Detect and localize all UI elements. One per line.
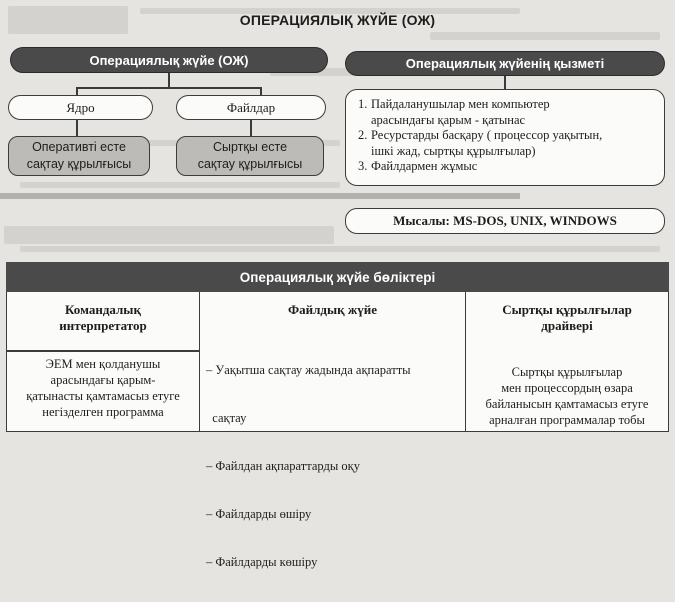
filesystem-list <box>206 330 461 602</box>
list-item: сақтау <box>206 411 247 425</box>
background-band <box>0 193 520 199</box>
kernel-node: Ядро <box>8 95 153 120</box>
background-smudge <box>430 32 660 40</box>
heading-line: Сыртқы құрылғылар <box>502 302 632 317</box>
interpreter-description <box>7 356 199 420</box>
service-text: Пайдаланушылар мен компьютер <box>371 97 550 111</box>
heading-line: Командалық <box>65 302 141 317</box>
service-text: Ресурстарды басқару ( процессор уақытын, <box>371 128 603 142</box>
description-line: мен процессордың өзара <box>501 381 633 395</box>
os-pill: Операциялық жүйе (ОЖ) <box>10 47 328 73</box>
description-line: байланысын қамтамасыз етуге <box>485 397 649 411</box>
interpreter-heading <box>7 302 199 334</box>
heading-line: интерпретатор <box>59 318 147 333</box>
parts-header: Операциялық жүйе бөліктері <box>6 262 669 292</box>
description-line: Сыртқы құрылғылар <box>511 365 623 379</box>
drivers-heading <box>466 302 668 334</box>
page-title: ОПЕРАЦИЯЛЫҚ ЖҮЙЕ (ОЖ) <box>239 12 436 28</box>
services-list <box>345 89 665 186</box>
service-item <box>358 97 656 128</box>
services-pill: Операциялық жүйенің қызметі <box>345 51 665 76</box>
connector-line <box>260 87 262 95</box>
service-text: ішкі жад, сыртқы құрылғылар) <box>371 143 536 158</box>
external-storage-line: Сыртқы есте <box>212 140 288 154</box>
description-line: арасындағы қарым- <box>50 373 156 387</box>
drivers-column <box>465 292 668 431</box>
description-line: қатынасты қамтамасыз етуге <box>26 389 180 403</box>
description-line: негізделген программа <box>42 405 164 419</box>
ram-box-line: сақтау құрылғысы <box>26 157 132 171</box>
interpreter-column <box>7 292 199 431</box>
connector-line <box>76 87 262 89</box>
list-item: – Уақытша сақтау жадында ақпаратты <box>206 363 411 377</box>
description-line: ЭЕМ мен қолданушы <box>45 357 161 371</box>
service-item <box>358 128 656 159</box>
service-text: Файлдармен жұмыс <box>371 159 478 173</box>
background-smudge <box>20 246 660 252</box>
filesystem-heading: Файлдық жүйе <box>287 302 378 317</box>
background-smudge <box>20 182 340 188</box>
ram-box-line: Оперативті есте <box>32 140 126 154</box>
list-item: – Файлдарды өшіру <box>206 507 312 521</box>
heading-line: драйвері <box>541 318 593 333</box>
list-item: – Файлдан ақпараттарды оқу <box>206 459 360 473</box>
connector-line <box>76 87 78 95</box>
service-number: 1. <box>358 97 368 111</box>
example-box: Мысалы: MS-DOS, UNIX, WINDOWS <box>345 208 665 234</box>
drivers-description <box>466 364 668 428</box>
files-node: Файлдар <box>176 95 326 120</box>
parts-table <box>6 292 669 569</box>
service-number: 2. <box>358 128 368 142</box>
description-line: арналған программалар тобы <box>489 413 645 427</box>
external-storage-line: сақтау құрылғысы <box>197 157 303 171</box>
connector-line <box>76 120 78 136</box>
service-text: арасындағы қарым - қатынас <box>371 112 526 127</box>
filesystem-column <box>199 292 465 569</box>
divider <box>7 350 199 352</box>
list-item: – Файлдарды көшіру <box>206 555 318 569</box>
ram-box <box>8 136 150 176</box>
background-smudge <box>4 226 334 244</box>
service-number: 3. <box>358 159 368 173</box>
connector-line <box>250 120 252 136</box>
service-item <box>358 159 656 175</box>
connector-line <box>168 73 170 87</box>
external-storage-box <box>176 136 324 176</box>
connector-line <box>504 76 506 89</box>
